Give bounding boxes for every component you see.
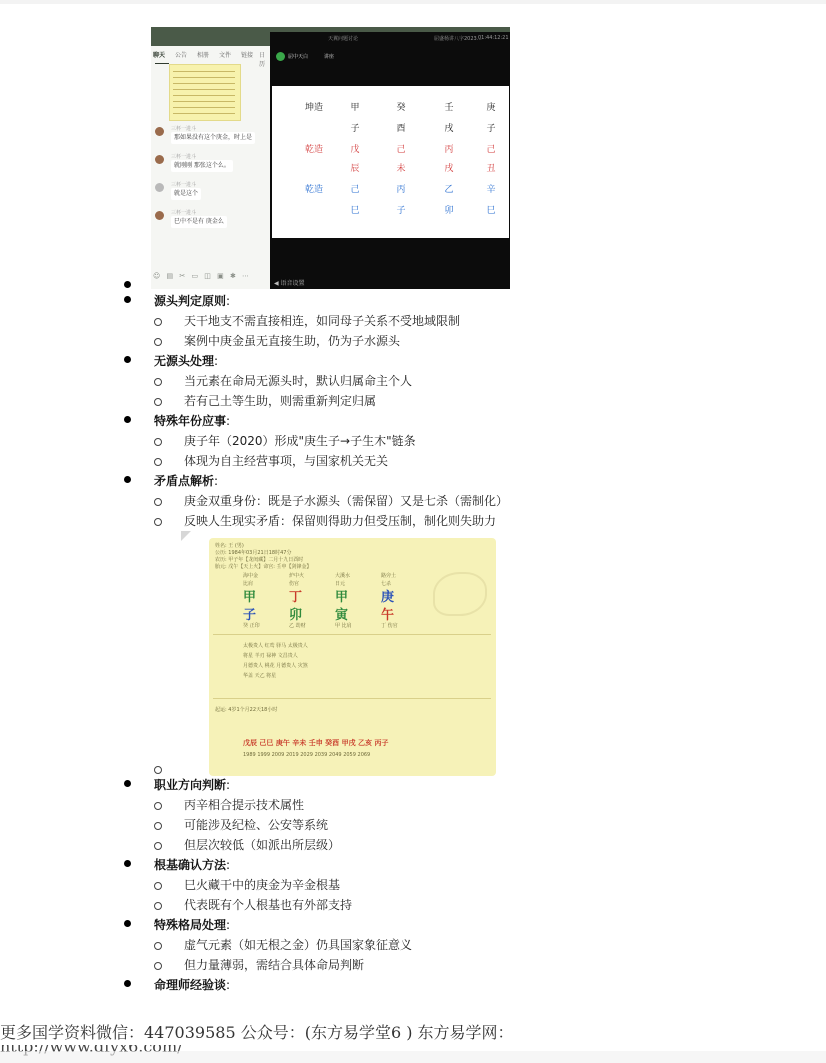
sub-bullet: [154, 438, 162, 446]
sender-name: 三杯一进斗: [171, 154, 197, 160]
top-border: [0, 0, 826, 4]
chat-toolbar-icons[interactable]: ☺ ▤ ✂ ▭ ◫ ▣ ✱ ⋯: [153, 272, 252, 280]
list-item: 庚子年（2020）形成"庚生子→子生木"链条: [184, 434, 416, 448]
sub-bullet: [154, 822, 162, 830]
video-timer: 01:44:12:21: [478, 35, 509, 41]
earthly-branch: 子: [243, 608, 257, 623]
list-item: 代表既有个人根基也有外部支持: [184, 898, 353, 912]
list-item: 若有己土等生助，则需重新判定归属: [184, 394, 377, 408]
board-char: 乙: [444, 185, 454, 195]
chat-tab[interactable]: 链接: [241, 52, 254, 59]
chat-message: [155, 153, 269, 177]
sub-bullet: [154, 942, 162, 950]
hidden-stem: 癸 正印: [243, 623, 260, 629]
image-corner: [181, 531, 191, 541]
avatar[interactable]: [155, 183, 164, 192]
list-bullet: [124, 920, 131, 927]
sub-bullet: [154, 378, 162, 386]
section-title: 根基确认方法:: [154, 858, 231, 872]
heavenly-stem: 庚: [381, 590, 395, 605]
section-title: 矛盾点解析:: [154, 474, 219, 488]
video-footer[interactable]: ◀ 语音设置: [274, 280, 305, 287]
list-item: 丙辛相合提示技术属性: [184, 798, 305, 812]
sub-bullet: [154, 766, 162, 774]
list-item: 可能涉及纪检、公安等系统: [184, 818, 329, 832]
board-char: 己: [486, 145, 496, 155]
section-title: 特殊格局处理:: [154, 918, 231, 932]
footer-contact: 更多国学资料微信：447039585 公众号：(东方易学堂6 ) 东方易学网：: [0, 1023, 514, 1042]
shared-table-image[interactable]: [169, 64, 241, 121]
presenter-avatar-icon: [276, 52, 285, 61]
board-label-kun: 坤造: [304, 103, 323, 113]
sub-bullet: [154, 962, 162, 970]
sub-bullet: [154, 802, 162, 810]
board-char: 未: [396, 164, 406, 174]
list-bullet: [124, 281, 131, 288]
sender-name: 三杯一进斗: [171, 210, 197, 216]
message-bubble: 那如果没有这个庚金，时上是: [171, 132, 255, 144]
dayun-years: 1989 1999 2009 2019 2029 2039 2049 2059 2069: [243, 752, 371, 758]
list-item: 体现为自主经营事项，与国家机关无关: [184, 454, 389, 468]
bottom-bar: [0, 1051, 826, 1063]
board-char: 辰: [350, 164, 360, 174]
message-bubble: 就刚刚 那张这个么。: [171, 160, 233, 172]
sub-bullet: [154, 518, 162, 526]
board-char: 子: [350, 124, 360, 134]
board-char: 辛: [486, 185, 496, 195]
sub-bullet: [154, 318, 162, 326]
hidden-stem: 丁 伤官: [381, 623, 398, 629]
board-label-qian: 乾造: [304, 145, 323, 155]
chat-tab[interactable]: 日历: [259, 52, 266, 68]
board-char: 巳: [350, 206, 360, 216]
hidden-stem: 甲 比肩: [335, 623, 352, 629]
dayun-label: 起运: 4岁1个月22天18小时: [215, 707, 278, 713]
list-item: 反映人生现实矛盾：保留则得助力但受压制，制化则失助力: [184, 514, 497, 528]
list-item: 但力量薄弱，需结合具体命局判断: [184, 958, 365, 972]
board-char: 己: [396, 145, 406, 155]
section-title: 命理师经验谈:: [154, 978, 231, 992]
sender-name: 三杯一进斗: [171, 126, 197, 132]
active-tab-indicator: [155, 63, 169, 64]
board-char: 子: [396, 206, 406, 216]
dragon-watermark: [433, 572, 487, 616]
board-char: 丙: [444, 145, 454, 155]
pillar-hint: 海中金: [243, 573, 259, 579]
star-row: 将星 羊刃 禄神 文昌贵人: [243, 653, 298, 659]
board-char: 巳: [486, 206, 496, 216]
presenter-tag: 讲座: [324, 54, 335, 60]
sub-bullet: [154, 458, 162, 466]
section-title: 特殊年份应事:: [154, 414, 231, 428]
sub-bullet: [154, 338, 162, 346]
sub-bullet: [154, 842, 162, 850]
pillar-hint: 大溪水: [335, 573, 351, 579]
video-title: 天翼问题讨论: [328, 36, 359, 42]
board-char: 卯: [444, 206, 454, 216]
board-char: 子: [486, 124, 496, 134]
chart-header-line: 姓名: 王 (男): [215, 543, 244, 549]
list-bullet: [124, 860, 131, 867]
sub-bullet: [154, 882, 162, 890]
chart-header-line: 胎元: 戊午【天上火】命宫: 壬申【剑锋金】: [215, 564, 312, 570]
section-title: 源头判定原则:: [154, 294, 231, 308]
avatar[interactable]: [155, 127, 164, 136]
list-bullet: [124, 476, 131, 483]
sender-name: 三杯一进斗: [171, 182, 197, 188]
star-row: 华盖 天乙 将星: [243, 673, 277, 679]
board-char: 丑: [486, 164, 496, 174]
video-panel: [270, 32, 510, 289]
dayun-stems: 戊辰 己巳 庚午 辛未 壬申 癸酉 甲戌 乙亥 丙子: [243, 739, 389, 747]
heavenly-stem: 甲: [243, 590, 257, 605]
message-bubble: 巳中不是有 庚金么: [171, 216, 227, 228]
list-item: 天干地支不需直接相连，如同母子关系不受地域限制: [184, 314, 461, 328]
board-char: 丙: [396, 185, 406, 195]
board-char: 甲: [350, 103, 360, 113]
avatar[interactable]: [155, 155, 164, 164]
message-bubble: 就是这个: [171, 188, 201, 200]
list-item: 巳火藏干中的庚金为辛金根基: [184, 878, 341, 892]
list-bullet: [124, 416, 131, 423]
video-header: [270, 32, 510, 46]
star-row: 月德贵人 桃花 月德贵人 灾煞: [243, 663, 308, 669]
section-title: 无源头处理:: [154, 354, 219, 368]
sub-bullet: [154, 398, 162, 406]
earthly-branch: 卯: [289, 608, 303, 623]
chat-message: [155, 209, 269, 233]
pillar-hint: 炉中火: [289, 573, 305, 579]
list-item: 当元素在命局无源头时，默认归属命主个人: [184, 374, 413, 388]
ten-god-tag: 七杀: [381, 581, 392, 587]
divider: [213, 698, 491, 699]
heavenly-stem: 丁: [289, 590, 303, 605]
list-item: 但层次较低（如派出所层级）: [184, 838, 341, 852]
list-item: 案例中庚金虽无直接生助，仍为子水源头: [184, 334, 401, 348]
lecture-screenshot: [151, 27, 510, 289]
chat-tab[interactable]: 相册: [197, 52, 210, 59]
board-char: 壬: [444, 103, 454, 113]
list-item: 庚金双重身份：既是子水源头（需保留）又是七杀（需制化）: [184, 494, 509, 508]
pillar-hint: 路旁土: [381, 573, 397, 579]
earthly-branch: 午: [381, 608, 395, 623]
ten-god-tag: 比肩: [243, 581, 254, 587]
earthly-branch: 寅: [335, 608, 349, 623]
board-char: 癸: [396, 103, 406, 113]
hidden-stem: 乙 劫财: [289, 623, 306, 629]
chat-tab[interactable]: 聊天: [153, 52, 166, 59]
chat-panel: [151, 46, 270, 289]
board-char: 戌: [444, 124, 454, 134]
chat-tab[interactable]: 文件: [219, 52, 232, 59]
board-char: 戊: [350, 145, 360, 155]
bazi-chart-image[interactable]: [209, 538, 496, 776]
list-bullet: [124, 296, 131, 303]
ten-god-tag: 伤官: [289, 581, 300, 587]
section-title: 职业方向判断:: [154, 778, 231, 792]
presenter-name: 屈中天白: [288, 54, 309, 60]
divider: [213, 634, 491, 635]
list-bullet: [124, 980, 131, 987]
board-char: 己: [350, 185, 360, 195]
board-char: 酉: [396, 124, 406, 134]
chat-message: [155, 181, 269, 205]
list-item: 虚气元素（如无根之金）仍具国家象征意义: [184, 938, 413, 952]
star-row: 太极贵人 红鸾 驿马 太极贵人: [243, 643, 308, 649]
board-char: 戌: [444, 164, 454, 174]
chat-tab[interactable]: 公告: [175, 52, 188, 59]
chat-tabs: [153, 50, 268, 68]
heavenly-stem: 甲: [335, 590, 349, 605]
board-char: 庚: [486, 103, 496, 113]
ten-god-tag: 日元: [335, 581, 346, 587]
video-subtitle: 屈盛杨讲八字2023…: [434, 36, 482, 42]
sub-bullet: [154, 498, 162, 506]
chart-header-line: 农历: 甲子年【龙闺藏】二月十九日酉时: [215, 557, 304, 563]
bazi-board: [272, 86, 509, 238]
sub-bullet: [154, 902, 162, 910]
avatar[interactable]: [155, 211, 164, 220]
list-bullet: [124, 356, 131, 363]
board-label-qian: 乾造: [304, 185, 323, 195]
chat-message: [155, 125, 269, 149]
chart-header-line: 公历: 1984年03月21日18时47分: [215, 550, 292, 556]
list-bullet: [124, 780, 131, 787]
